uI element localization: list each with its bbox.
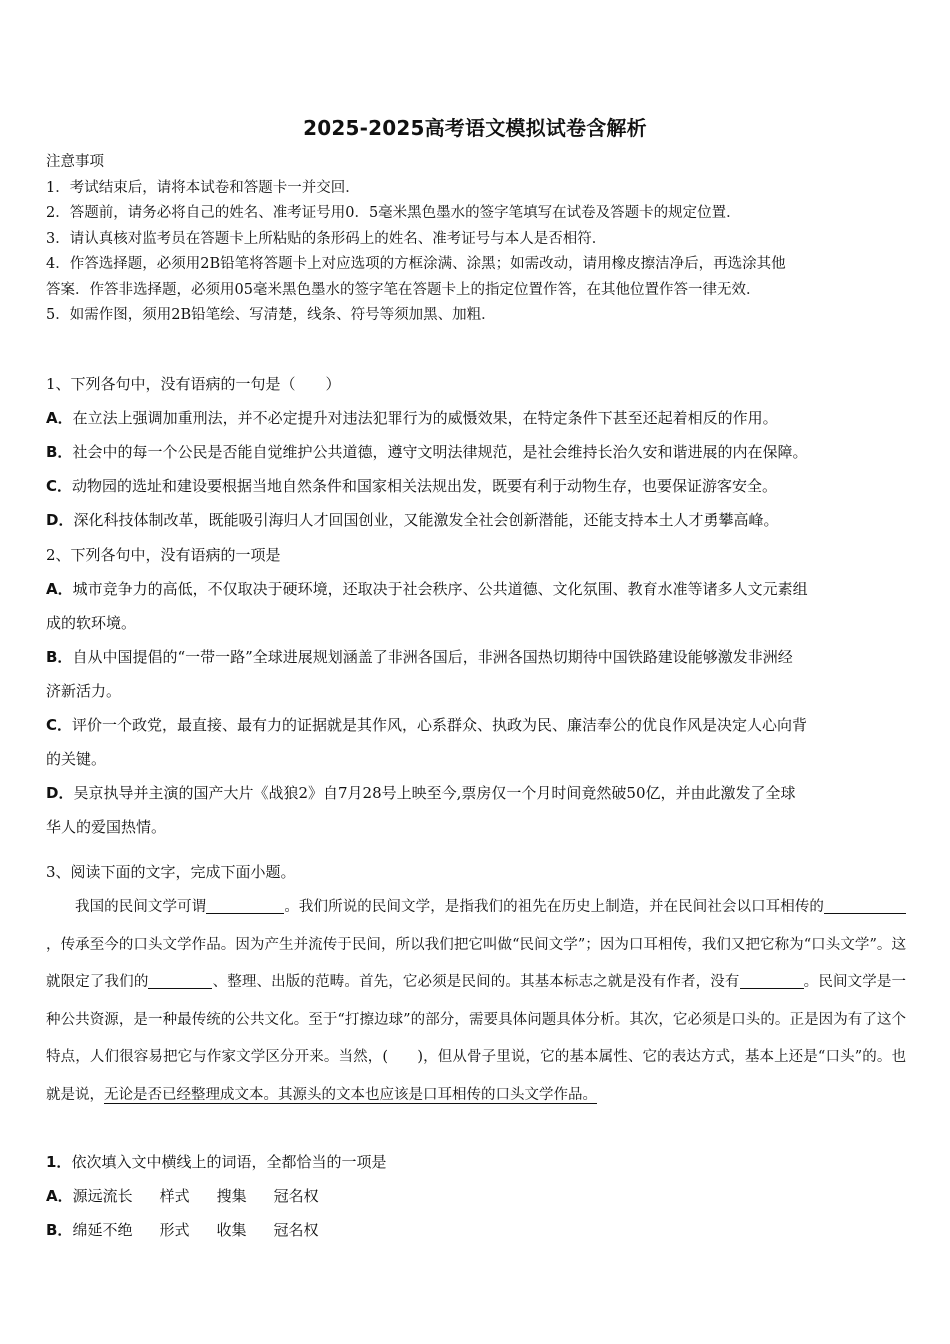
passage-text: 。民间文学是一种公共资源，是一种最传统的公共文化。至于“打擦边球”的部分，需要具体问题具体分析。其次，它必须是口头的。正是因为有了这个特点，人们很容易把它与作家文学区分开来。当然，( )，但从骨子里说，它的基本属性、它的表达方式，基本上还是“口头”的。也就是说，: [46, 974, 907, 1103]
notice-item: 1．考试结束后，请将本试卷和答题卡一并交回．: [46, 179, 360, 196]
sub-question-1: [46, 1145, 906, 1247]
question-2: [46, 538, 906, 844]
document-title: 2025-2025高考语文模拟试卷含解析: [303, 116, 647, 140]
option-word: 样式: [159, 1187, 190, 1205]
question-1: [46, 367, 906, 537]
sub-question-stem: [46, 1145, 906, 1179]
option-a: [46, 1179, 906, 1213]
fill-blank: [824, 899, 906, 915]
passage-text: 。我们所说的民间文学，是指我们的祖先在历史上制造，并在民间社会以口耳相传的: [284, 899, 824, 915]
option-a: [46, 572, 906, 606]
option-word: 绵延不绝: [72, 1221, 133, 1239]
option-key: C．: [46, 477, 73, 495]
option-key: A．: [46, 580, 73, 598]
option-d: [46, 776, 906, 810]
option-b: [46, 435, 906, 469]
option-key: B．: [46, 443, 73, 461]
option-d-cont: 华人的爱国热情。: [46, 818, 167, 836]
option-c-cont: 的关键。: [46, 750, 107, 768]
option-text: 吴京执导并主演的国产大片《战狼2》自7月28号上映至今,票房仅一个月时间竟然破50亿，并由此激发了全球: [73, 784, 796, 802]
option-word: 源远流长: [72, 1187, 133, 1205]
option-c: [46, 469, 906, 503]
passage-text: 、整理、出版的范畴。首先，它必须是民间的。其基本标志之就是没有作者，没有: [212, 974, 740, 991]
underlined-sentence: 无论是否已经整理成文本。其源头的文本也应该是口耳相传的口头文学作品。: [104, 1086, 597, 1103]
option-key: D．: [46, 784, 74, 802]
option-text: 自从中国提倡的“一带一路”全球进展规划涵盖了非洲各国后，非洲各国热切期待中国铁路建设能够激发非洲经: [72, 648, 793, 666]
option-word: 冠名权: [273, 1221, 319, 1239]
question-stem: 3、阅读下面的文字，完成下面小题。: [46, 863, 296, 881]
option-c: [46, 708, 906, 742]
fill-blank: [206, 899, 284, 915]
notice-item: 3．请认真核对监考员在答题卡上所粘贴的条形码上的姓名、准考证号与本人是否相符．: [46, 230, 607, 247]
option-word: 冠名权: [273, 1187, 319, 1205]
notice-item: 2．答题前，请务必将自己的姓名、准考证号用0．5毫米黑色墨水的签字笔填写在试卷及答题卡的规定位置．: [46, 205, 741, 221]
option-key: A．: [46, 409, 73, 427]
notice-item: 5．如需作图，须用2B铅笔绘、写清楚，线条、符号等须加黑、加粗．: [46, 307, 496, 323]
option-text: 社会中的每一个公民是否能自觉维护公共道德，遵守文明法律规范，是社会维持长治久安和谐进展的内在保障。: [72, 443, 808, 461]
sub-question-number: 1．: [46, 1153, 72, 1171]
notice-heading: 注意事项: [46, 154, 104, 170]
notice-section: [46, 150, 906, 329]
option-a-cont: 成的软环境。: [46, 614, 137, 632]
passage-text: ，传承至今的口头文学作品。因为产生并流传于民间，所以我们把它叫做“民间文学”；因为口耳相传，我们又把它称为“口头文学”。这就限定了我们的: [46, 936, 906, 991]
fill-blank: [740, 974, 804, 990]
option-key: D．: [46, 511, 74, 529]
option-key: A．: [46, 1187, 73, 1205]
option-word: 搜集: [216, 1187, 247, 1205]
question-stem: 1、下列各句中，没有语病的一句是（ ）: [46, 375, 341, 393]
option-text: 深化科技体制改革，既能吸引海归人才回国创业，又能激发全社会创新潜能，还能支持本土人才勇攀高峰。: [73, 511, 779, 529]
option-text: 城市竞争力的高低，不仅取决于硬环境，还取决于社会秩序、公共道德、文化氛围、教育水准等诸多人文元素组: [72, 580, 808, 598]
option-b: [46, 1213, 906, 1247]
option-d: [46, 503, 906, 537]
option-key: B．: [46, 1221, 73, 1239]
option-key: B．: [46, 648, 73, 666]
notice-item: 4．作答选择题，必须用2B铅笔将答题卡上对应选项的方框涂满、涂黑；如需改动，请用橡皮擦洁净后，再选涂其他: [46, 256, 786, 272]
reading-passage: [46, 889, 906, 1115]
option-b: [46, 640, 906, 674]
option-a: [46, 401, 906, 435]
fill-blank: [148, 974, 212, 990]
option-text: 评价一个政党，最直接、最有力的证据就是其作风，心系群众、执政为民、廉洁奉公的优良作风是决定人心向背: [72, 716, 808, 734]
passage-text: 我国的民间文学可谓: [75, 899, 207, 915]
option-key: C．: [46, 716, 73, 734]
option-text: 在立法上强调加重刑法，并不必定提升对违法犯罪行为的威慑效果，在特定条件下甚至还起着相反的作用。: [72, 409, 778, 427]
option-text: 动物园的选址和建设要根据当地自然条件和国家相关法规出发，既要有利于动物生存，也要保证游客安全。: [72, 477, 778, 495]
question-3: [46, 855, 906, 1115]
notice-item: 答案．作答非选择题，必须用05毫米黑色墨水的签字笔在答题卡上的指定位置作答，在其他位置作答一律无效．: [46, 281, 761, 298]
option-b-cont: 济新活力。: [46, 682, 122, 700]
sub-question-text: 依次填入文中横线上的词语，全都恰当的一项是: [71, 1153, 387, 1171]
question-stem: 2、下列各句中，没有语病的一项是: [46, 546, 281, 564]
option-word: 收集: [216, 1221, 247, 1239]
option-word: 形式: [159, 1221, 190, 1239]
